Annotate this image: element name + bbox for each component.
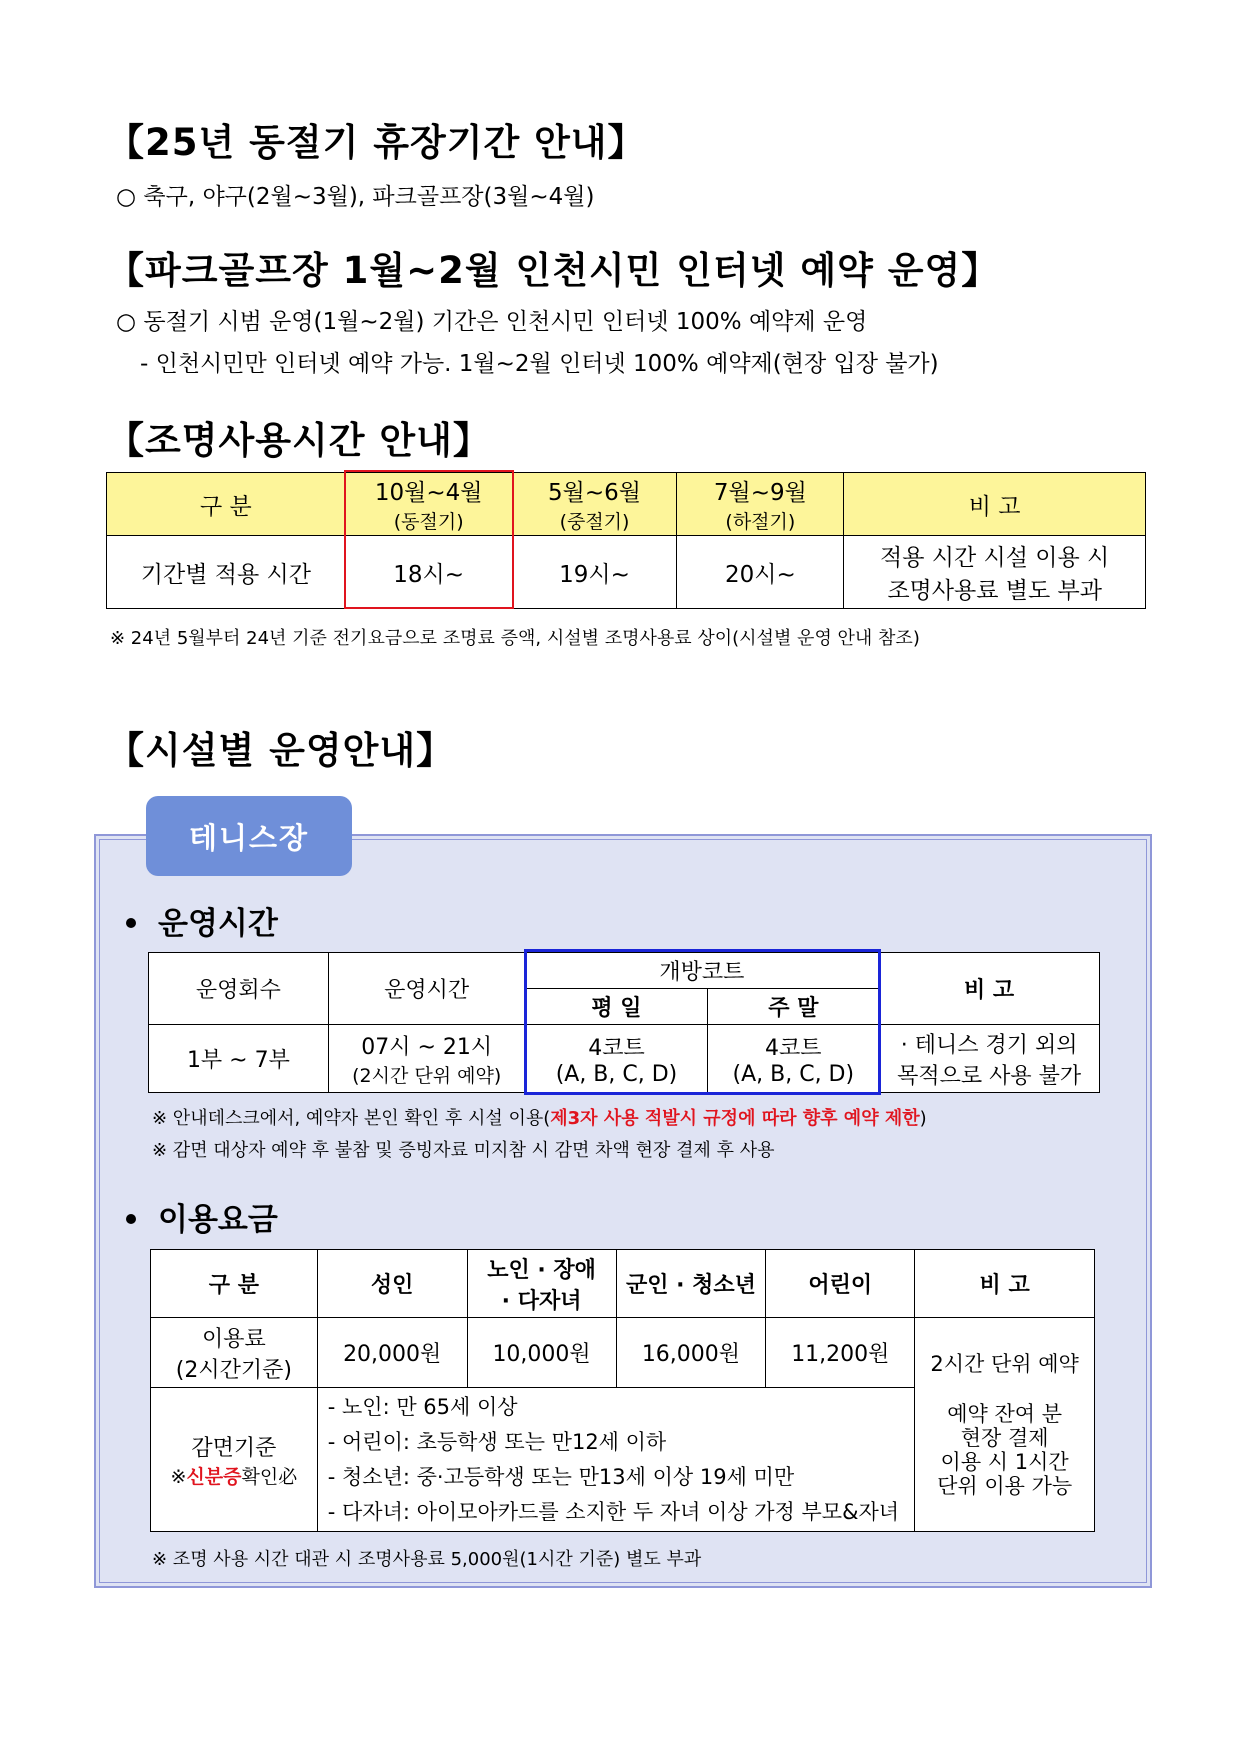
lighting-table xyxy=(106,472,1146,609)
ops-row-weekday xyxy=(525,1025,708,1093)
ops-row-hours-sub: (2시간 단위 예약) xyxy=(352,1064,502,1087)
ops-header-weekend: 주 말 xyxy=(708,989,879,1025)
ops-note-1-pre: ※ 안내데스크에서, 예약자 본인 확인 후 시설 이용( xyxy=(152,1108,551,1129)
bullet-icon xyxy=(126,1214,136,1224)
discount-item: - 청소년: 중·고등학생 또는 만13세 이상 19세 미만 xyxy=(327,1464,795,1489)
fees-remark-line-1: 2시간 단위 예약 xyxy=(930,1351,1079,1376)
fees-row-label-line-2: (2시간기준) xyxy=(175,1357,292,1383)
lighting-header-mid xyxy=(512,473,677,536)
fee-adult: 20,000원 xyxy=(317,1318,467,1388)
tab-tennis[interactable]: 테니스장 xyxy=(146,796,352,876)
lighting-row-label: 기간별 적용 시간 xyxy=(107,536,346,609)
ops-row-weekend-sub: (A, B, C, D) xyxy=(732,1061,855,1087)
fees-header-child: 어린이 xyxy=(766,1250,915,1318)
parkgolf-title: 【파크골프장 1월~2월 인천시민 인터넷 예약 운영】 xyxy=(107,249,1000,292)
lighting-header-winter-period: 10월~4월 xyxy=(374,480,483,506)
discount-sub-post: 확인必 xyxy=(241,1465,298,1488)
lighting-row-winter: 18시~ xyxy=(345,536,512,609)
lighting-header-remark: 비 고 xyxy=(844,473,1146,536)
ops-remark-line-2: 목적으로 사용 불가 xyxy=(897,1063,1082,1089)
facility-title: 【시설별 운영안내】 xyxy=(107,729,455,772)
lighting-note: ※ 24년 5월부터 24년 기준 전기요금으로 조명료 증액, 시설별 조명사용료 상이(시설별 운영 안내 참조) xyxy=(110,628,920,649)
lighting-remark-line-1: 적용 시간 시설 이용 시 xyxy=(880,545,1110,571)
ops-note-1-warning: 제3자 사용 적발시 규정에 따라 향후 예약 제한 xyxy=(550,1108,920,1129)
fees-remark-line-5: 단위 이용 가능 xyxy=(937,1473,1073,1498)
lighting-header-winter-sub: (동절기) xyxy=(393,511,464,533)
fees-header-remark: 비 고 xyxy=(915,1250,1095,1318)
ops-heading-label: 운영시간 xyxy=(158,906,278,942)
discount-criteria xyxy=(317,1388,915,1532)
discount-item: - 다자녀: 아이모아카드를 소지한 두 자녀 이상 가정 부모&자녀 xyxy=(327,1499,900,1524)
ops-header-count: 운영회수 xyxy=(149,953,329,1025)
ops-note-1-post: ) xyxy=(919,1108,927,1129)
fees-row-label xyxy=(151,1318,318,1388)
parkgolf-line-1: ○ 동절기 시범 운영(1월~2월) 기간은 인천시민 인터넷 100% 예약제 운영 xyxy=(116,309,868,335)
lighting-header-mid-sub: (중절기) xyxy=(559,511,630,533)
ops-header-hours: 운영시간 xyxy=(328,953,525,1025)
discount-sub-id: 신분증 xyxy=(186,1465,242,1488)
lighting-header-summer-period: 7월~9월 xyxy=(713,480,807,506)
fees-note: ※ 조명 사용 시간 대관 시 조명사용료 5,000원(1시간 기준) 별도 부과 xyxy=(152,1549,702,1570)
fees-heading-label: 이용요금 xyxy=(158,1202,278,1238)
fees-header-youth: 군인 · 청소년 xyxy=(616,1250,766,1318)
fee-senior: 10,000원 xyxy=(467,1318,616,1388)
parkgolf-line-2: - 인천시민만 인터넷 예약 가능. 1월~2월 인터넷 100% 예약제(현장 입장 불가) xyxy=(140,351,939,377)
fees-header-senior-line-2: · 다자녀 xyxy=(501,1288,582,1314)
ops-header-open-court: 개방코트 xyxy=(525,953,879,989)
lighting-header-mid-period: 5월~6월 xyxy=(548,480,641,506)
ops-heading xyxy=(126,898,278,943)
fee-child: 11,200원 xyxy=(766,1318,915,1388)
ops-note-1 xyxy=(152,1104,927,1130)
discount-label-cell xyxy=(151,1388,318,1532)
lighting-row-remark xyxy=(844,536,1146,609)
lighting-row-mid: 19시~ xyxy=(512,536,677,609)
fees-row-label-line-1: 이용료 xyxy=(201,1326,266,1352)
fees-table xyxy=(150,1249,1095,1532)
fee-youth: 16,000원 xyxy=(616,1318,766,1388)
ops-row-hours xyxy=(328,1025,525,1093)
ops-note-2: ※ 감면 대상자 예약 후 불참 및 증빙자료 미지참 시 감면 차액 현장 결제 후 사용 xyxy=(152,1140,775,1161)
lighting-header-summer-sub: (하절기) xyxy=(725,511,796,533)
ops-row-remark xyxy=(879,1025,1100,1093)
ops-table xyxy=(148,952,1100,1093)
fees-remark-line-2: 예약 잔여 분 xyxy=(947,1401,1063,1426)
bullet-icon xyxy=(126,918,136,928)
lighting-title: 【조명사용시간 안내】 xyxy=(107,419,491,462)
discount-label: 감면기준 xyxy=(191,1435,277,1461)
fees-remark-line-3: 현장 결제 xyxy=(960,1425,1049,1450)
lighting-header-winter xyxy=(345,473,512,536)
discount-item: - 어린이: 초등학생 또는 만12세 이하 xyxy=(327,1429,667,1454)
lighting-row-summer: 20시~ xyxy=(677,536,844,609)
fees-header-adult: 성인 xyxy=(317,1250,467,1318)
ops-row-count: 1부 ~ 7부 xyxy=(149,1025,329,1093)
ops-remark-line-1: · 테니스 경기 외의 xyxy=(900,1032,1078,1058)
closure-line: ○ 축구, 야구(2월~3월), 파크골프장(3월~4월) xyxy=(116,184,595,210)
fees-heading xyxy=(126,1194,278,1239)
ops-header-remark: 비 고 xyxy=(879,953,1100,1025)
fees-remark-line-4: 이용 시 1시간 xyxy=(940,1449,1069,1474)
lighting-header-summer xyxy=(677,473,844,536)
lighting-header-category: 구 분 xyxy=(107,473,346,536)
discount-sub-pre: ※ xyxy=(170,1465,187,1488)
ops-row-weekday-sub: (A, B, C, D) xyxy=(555,1061,678,1087)
fees-header-category: 구 분 xyxy=(151,1250,318,1318)
ops-row-weekend-main: 4코트 xyxy=(765,1035,822,1061)
fees-header-senior xyxy=(467,1250,616,1318)
ops-row-hours-main: 07시 ~ 21시 xyxy=(361,1034,493,1060)
fees-header-senior-line-1: 노인 · 장애 xyxy=(487,1257,596,1283)
discount-sub xyxy=(151,1462,317,1489)
fees-remark xyxy=(915,1318,1095,1532)
closure-title: 【25년 동절기 휴장기간 안내】 xyxy=(107,121,646,164)
ops-row-weekend xyxy=(708,1025,879,1093)
discount-item: - 노인: 만 65세 이상 xyxy=(327,1394,518,1419)
lighting-remark-line-2: 조명사용료 별도 부과 xyxy=(887,578,1102,604)
ops-header-weekday: 평 일 xyxy=(525,989,708,1025)
ops-row-weekday-main: 4코트 xyxy=(588,1035,645,1061)
